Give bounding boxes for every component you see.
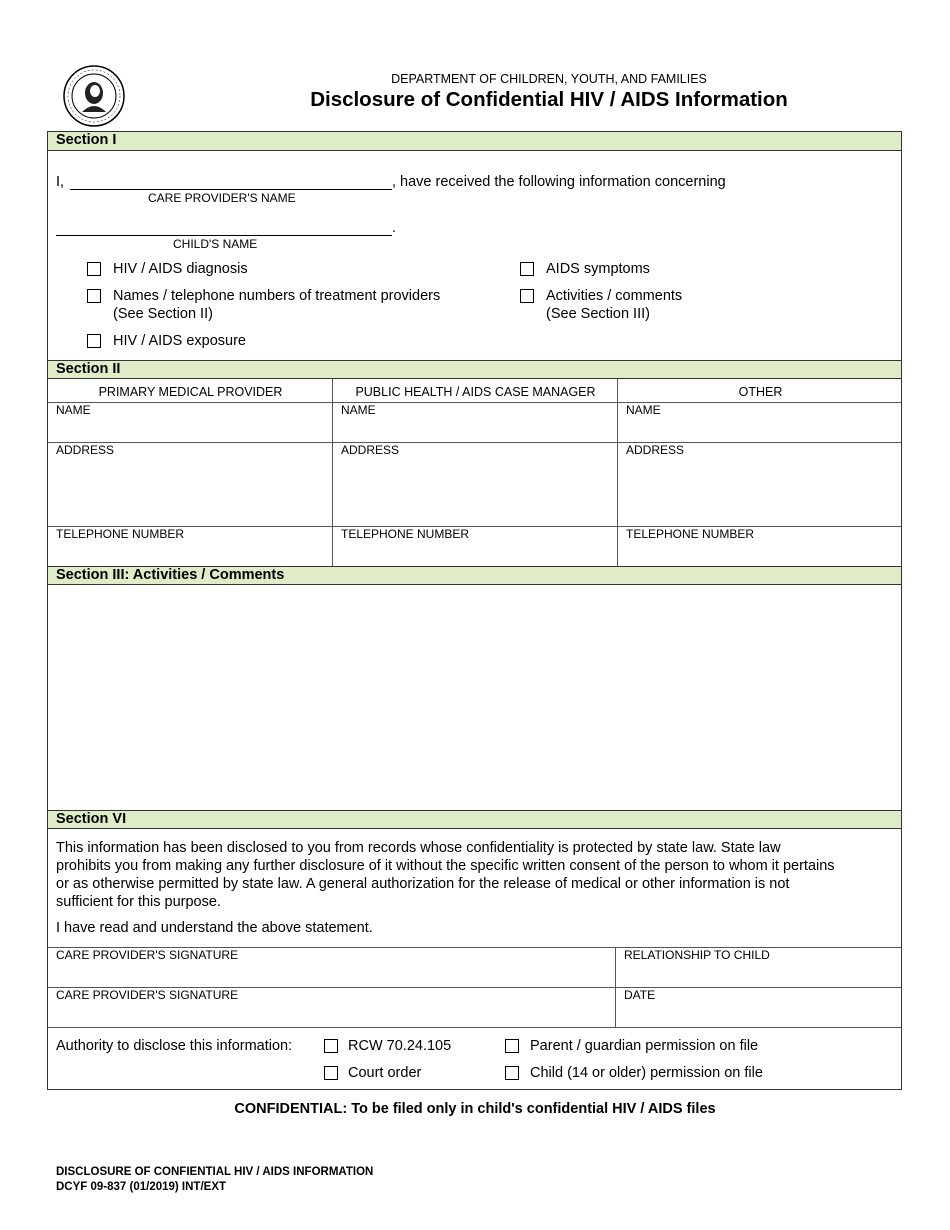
section-3-heading: Section III: Activities / Comments [48,566,901,585]
treatment-providers-label: Names / telephone numbers of treatment providers [113,288,441,304]
provider-3-name-field[interactable]: NAME [626,403,661,417]
public-health-case-manager-header: PUBLIC HEALTH / AIDS CASE MANAGER [355,385,596,399]
parent-permission-label: Parent / guardian permission on file [530,1038,759,1054]
confidential-notice: CONFIDENTIAL: To be filed only in child's confidential HIV / AIDS files [234,1101,716,1117]
section-1-heading: Section I [48,132,901,151]
provider-1-name-field[interactable]: NAME [56,403,91,417]
provider-3-phone-field[interactable]: TELEPHONE NUMBER [626,527,755,541]
acknowledgement-text: I have read and understand the above statement. [56,920,373,936]
hiv-aids-diagnosis-label: HIV / AIDS diagnosis [113,261,248,277]
other-provider-header: OTHER [738,385,783,399]
authority-label: Authority to disclose this information: [56,1038,293,1054]
aids-symptoms-checkbox[interactable] [520,262,534,276]
section-2-divider [617,379,618,566]
section-1-statement: , have received the following information concerning [392,174,726,190]
disclosure-line: sufficient for this purpose. [56,894,221,910]
care-provider-signature-1-field[interactable]: CARE PROVIDER'S SIGNATURE [56,948,239,962]
primary-medical-provider-header: PRIMARY MEDICAL PROVIDER [98,385,283,399]
section-2-rule [48,442,901,443]
washington-state-seal-icon [62,64,126,128]
provider-2-address-field[interactable]: ADDRESS [341,443,400,457]
footer-form-name: DISCLOSURE OF CONFIENTIAL HIV / AIDS INFORMATION [56,1166,374,1178]
hiv-aids-exposure-label: HIV / AIDS exposure [113,333,246,349]
parent-permission-checkbox[interactable] [505,1039,519,1053]
provider-3-address-field[interactable]: ADDRESS [626,443,685,457]
form-title: Disclosure of Confidential HIV / AIDS Information [310,88,788,111]
section-6-heading: Section VI [48,810,901,829]
treatment-providers-checkbox[interactable] [87,289,101,303]
aids-symptoms-label: AIDS symptoms [546,261,650,277]
child-name-field[interactable] [56,235,392,236]
signature-divider [615,947,616,1027]
section-2-heading: Section II [48,360,901,379]
activities-comments-checkbox[interactable] [520,289,534,303]
child-permission-label: Child (14 or older) permission on file [530,1065,763,1081]
provider-1-address-field[interactable]: ADDRESS [56,443,115,457]
department-name: DEPARTMENT OF CHILDREN, YOUTH, AND FAMILIES [391,72,707,86]
hiv-aids-diagnosis-checkbox[interactable] [87,262,101,276]
provider-2-name-field[interactable]: NAME [341,403,376,417]
footer-form-number: DCYF 09-837 (01/2019) INT/EXT [56,1181,227,1193]
relationship-to-child-field[interactable]: RELATIONSHIP TO CHILD [624,948,770,962]
court-order-label: Court order [348,1065,422,1081]
care-provider-name-field[interactable] [70,189,392,190]
rcw-checkbox[interactable] [324,1039,338,1053]
child-permission-checkbox[interactable] [505,1066,519,1080]
disclosure-line: or as otherwise permitted by state law. A general authorization for the release of medical or other information is not [56,876,790,892]
court-order-checkbox[interactable] [324,1066,338,1080]
disclosure-line: prohibits you from making any further disclosure of it without the specific written consent of the person to whom it pertains [56,858,835,874]
provider-2-phone-field[interactable]: TELEPHONE NUMBER [341,527,470,541]
disclosure-statement [56,839,896,911]
section-2-rule [48,402,901,403]
form-body [47,131,902,1090]
care-provider-name-caption: CARE PROVIDER'S NAME [148,191,296,205]
disclosure-line: This information has been disclosed to you from records whose confidentiality is protected by state law. State law [56,840,781,856]
hiv-aids-exposure-checkbox[interactable] [87,334,101,348]
provider-1-phone-field[interactable]: TELEPHONE NUMBER [56,527,185,541]
treatment-providers-label-note: (See Section II) [113,306,213,322]
child-name-period: . [392,220,397,236]
date-field[interactable]: DATE [624,988,656,1002]
care-provider-signature-2-field[interactable]: CARE PROVIDER'S SIGNATURE [56,988,239,1002]
activities-comments-label-note: (See Section III) [546,306,650,322]
section-1-prefix: I, [56,174,65,190]
rcw-label: RCW 70.24.105 [348,1038,452,1054]
section-2-divider [332,379,333,566]
child-name-caption: CHILD'S NAME [173,237,258,251]
activities-comments-label: Activities / comments [546,288,683,304]
signature-rule [48,1027,901,1028]
activities-comments-textarea[interactable] [48,585,901,810]
